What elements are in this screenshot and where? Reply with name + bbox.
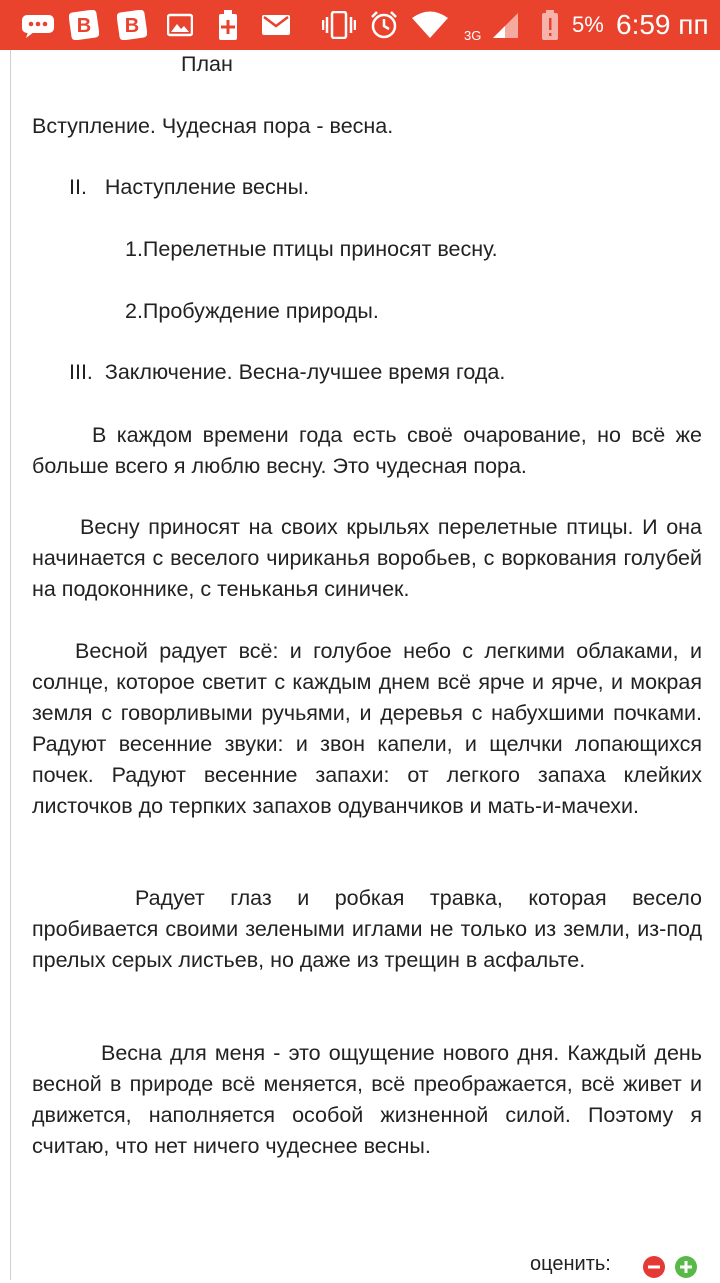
battery-plus-icon (216, 10, 240, 40)
network-type: 3G (464, 28, 482, 43)
paragraph-1: В каждом времени года есть своё очарование, но всё же больше всего я люблю весну. Это чудесная пора. (32, 423, 702, 478)
paragraph-4: Радует глаз и робкая травка, которая весело пробивается своими зелеными иглами не только из земли, из-под прелых серых листьев, но даже из трещин в асфальте. (32, 886, 702, 972)
clock: 6:59 пп (616, 9, 709, 40)
outline-item-2: II. Наступление весны. (69, 175, 310, 199)
outline-item-3: III. Заключение. Весна-лучшее время года. (69, 360, 506, 384)
plus-icon (675, 1256, 697, 1278)
page-title: План (181, 52, 233, 76)
paragraph-2: Весну приносят на своих крыльях перелетные птицы. И она начинается с веселого чириканья воробьев, с воркования голубей на подоконнике, с теньканья синичек. (32, 515, 702, 601)
alarm-icon (368, 10, 400, 40)
battery-percent: 5% (572, 12, 604, 37)
mail-icon (260, 10, 292, 40)
outline-subitem-2: 2.Пробуждение природы. (125, 299, 379, 323)
minus-icon (643, 1256, 665, 1278)
rate-down-button[interactable] (643, 1256, 665, 1278)
vk-b-icon-2 (116, 10, 148, 40)
status-bar (0, 0, 720, 50)
paragraph-5: Весна для меня - это ощущение нового дня. Каждый день весной в природе всё меняется, всё преображается, всё живет и движется, наполняется особой жизненной силой. Поэтому я считаю, что нет ничего чудеснее весны. (32, 1041, 702, 1158)
rate-label: оценить: (530, 1253, 611, 1275)
battery-low-icon (540, 10, 560, 40)
svg-text:B: B (124, 15, 140, 37)
message-bubbles-icon (18, 10, 58, 40)
outline-intro: Вступление. Чудесная пора - весна. (32, 114, 394, 138)
rate-up-button[interactable] (675, 1256, 697, 1278)
wifi-icon (410, 10, 450, 40)
vibrate-icon (322, 10, 356, 40)
vk-b-icon (68, 10, 100, 40)
signal-icon (490, 10, 520, 40)
image-icon (166, 10, 194, 40)
outline-subitem-1: 1.Перелетные птицы приносят весну. (125, 237, 498, 261)
page-left-border (10, 50, 11, 1280)
paragraph-3: Весной радует всё: и голубое небо с легкими облаками, и солнце, которое светит с каждым днем всё ярче и ярче, и мокрая земля с говорливыми ручьями, и деревья с набухшими почками. Радуют весенние звуки: и звон капели, и щелчки лопающихся почек. Радуют весенние запахи: от легкого запаха клейких листочков до терпких запахов одуванчиков и мать-и-мачехи. (32, 639, 702, 818)
svg-text:B: B (76, 15, 92, 37)
